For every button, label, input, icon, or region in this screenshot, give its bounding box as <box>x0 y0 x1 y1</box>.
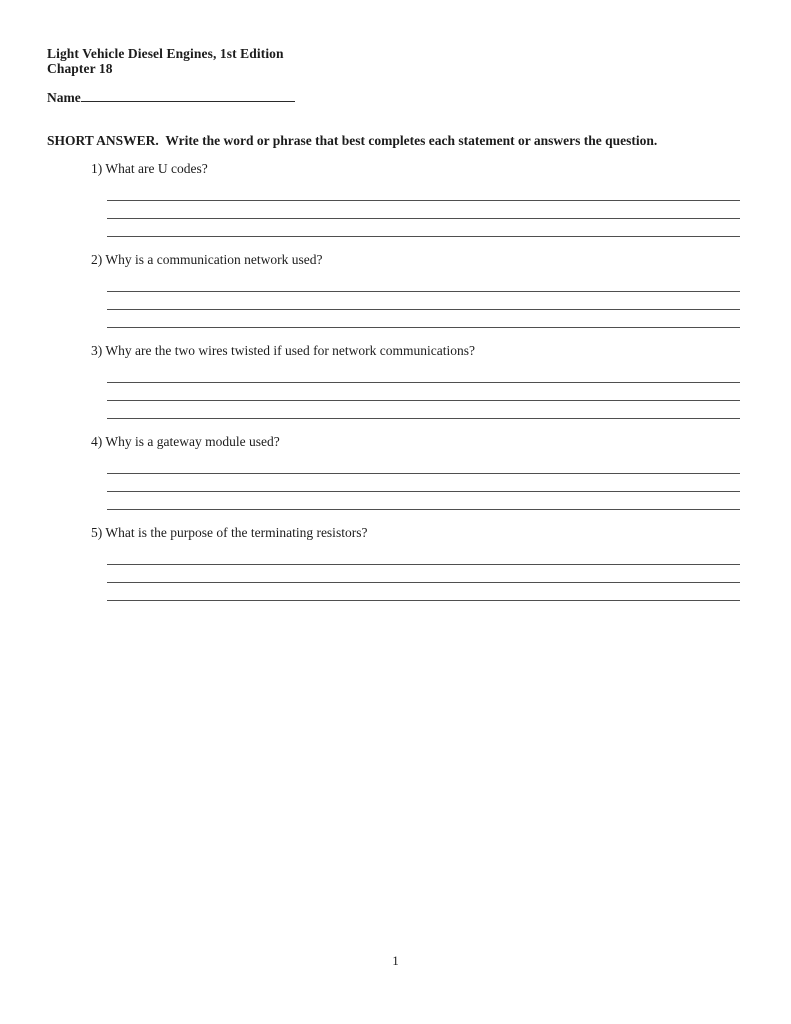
answer-line <box>107 492 740 510</box>
answer-lines <box>107 456 740 510</box>
book-title: Light Vehicle Diesel Engines, 1st Edition <box>47 46 284 61</box>
answer-line <box>107 583 740 601</box>
question-item <box>91 252 740 328</box>
question-text: 1) What are U codes? <box>91 161 208 176</box>
answer-lines <box>107 183 740 237</box>
answer-lines <box>107 547 740 601</box>
question-item <box>91 161 740 237</box>
answer-lines <box>107 274 740 328</box>
question-text: 5) What is the purpose of the terminating resistors? <box>91 525 368 540</box>
answer-line <box>107 547 740 565</box>
name-label: Name <box>47 90 81 105</box>
answer-line <box>107 219 740 237</box>
answer-line <box>107 292 740 310</box>
chapter-label: Chapter 18 <box>47 60 113 76</box>
answer-line <box>107 310 740 328</box>
answer-line <box>107 183 740 201</box>
question-text: 3) Why are the two wires twisted if used for network communications? <box>91 343 476 358</box>
answer-line <box>107 456 740 474</box>
answer-line <box>107 274 740 292</box>
document-header <box>47 47 284 76</box>
questions-list <box>91 161 740 616</box>
question-item <box>91 525 740 601</box>
answer-line <box>107 201 740 219</box>
question-text: 4) Why is a gateway module used? <box>91 434 280 449</box>
answer-lines <box>107 365 740 419</box>
answer-line <box>107 383 740 401</box>
answer-line <box>107 365 740 383</box>
answer-line <box>107 565 740 583</box>
answer-line <box>107 474 740 492</box>
page-number: 1 <box>392 953 399 968</box>
question-text: 2) Why is a communication network used? <box>91 252 323 267</box>
answer-line <box>107 401 740 419</box>
name-row <box>47 88 295 106</box>
question-item <box>91 343 740 419</box>
instructions-text: SHORT ANSWER. Write the word or phrase that best completes each statement or answers the question. <box>47 133 658 148</box>
question-item <box>91 434 740 510</box>
name-blank-line <box>81 88 295 102</box>
